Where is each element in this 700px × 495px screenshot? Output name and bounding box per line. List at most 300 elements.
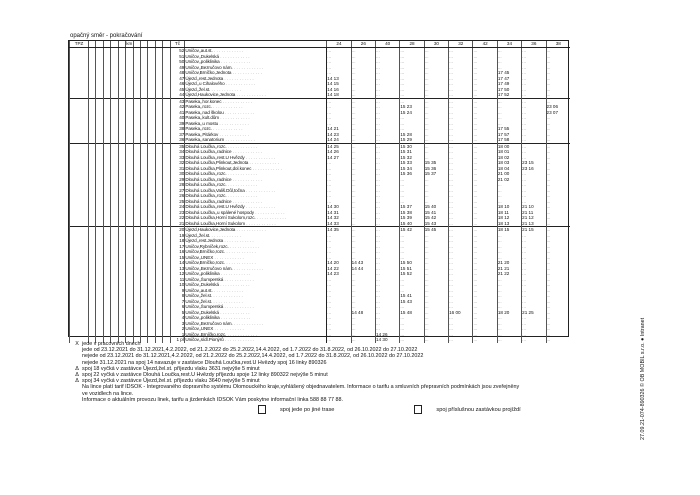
time-cell: ...	[473, 92, 497, 98]
time-cell: ...	[522, 104, 546, 110]
time-cell: ...	[497, 54, 521, 60]
stop-number: 16	[170, 249, 185, 255]
table-row: 44 Újezd,Haukovice,Jednota . . . . . . . . . . . . 14 18 ... ... ... ... ... ... 17 52 ... ...	[70, 92, 571, 98]
footnote-text: Na lince platí tarif IDSOK - Integrovaného dopravního systému Olomouckého kraje,vyhlášený objednavatelem. Informace o tarifu a smluvních přepravních podmínkách jsou zveřejněny	[82, 384, 520, 391]
time-cell: ...	[473, 321, 497, 327]
time-cell: 17 47	[497, 76, 521, 82]
table-row: 39 Paseka,,u mostu . . . . . . . . . . . . ... ... ... ... ... ... ... ... ... ...	[70, 121, 571, 127]
footnote-symbol: Δ	[75, 365, 79, 372]
time-cell: ...	[424, 326, 448, 332]
time-cell: ...	[351, 271, 375, 277]
time-cell: ...	[327, 121, 351, 127]
time-cell: ...	[546, 310, 570, 316]
table-row: 23 Dlouhá Loučka,,u spálené hospody . . . . . . . . . . . . 14 31 ... ... 15 38 15 41 ... ... 18 11 21 11 ...	[70, 210, 571, 216]
time-cell: ...	[497, 182, 521, 188]
time-cell: 21 02	[497, 177, 521, 183]
time-cell: ...	[473, 288, 497, 294]
time-cell: ...	[400, 121, 424, 127]
time-cell: ...	[327, 337, 351, 343]
time-cell: ...	[546, 76, 570, 82]
stop-name: Dlouhá Loučka,,radnice	[185, 149, 232, 154]
time-cell: 15 35	[424, 160, 448, 166]
time-cell: ...	[376, 81, 400, 87]
time-cell: ...	[522, 54, 546, 60]
time-cell: ...	[327, 104, 351, 110]
stop-name: Dlouhá Loučka,,rozc.	[185, 182, 227, 187]
time-cell: 21 11	[522, 210, 546, 216]
stop-number: 37	[170, 132, 185, 138]
footnotes	[72, 341, 572, 403]
stop-number: 19	[170, 233, 185, 239]
time-cell: ...	[327, 233, 351, 239]
time-cell: ...	[449, 293, 473, 299]
time-cell: ...	[376, 121, 400, 127]
table-row: 25 Dlouhá Loučka,,radnice . . . . . . . . . . . . ... ... ... ... ... ... ... ... ... ...	[70, 199, 571, 205]
footnote-symbol	[72, 397, 82, 403]
stop-name: Uničov,,žel.st.	[185, 293, 213, 298]
time-cell: ...	[473, 132, 497, 138]
time-cell: ...	[546, 260, 570, 266]
time-cell: ...	[424, 293, 448, 299]
stop-name: Dlouhá Loučka,,radnice	[185, 198, 232, 204]
timetable	[68, 40, 569, 342]
table-row: 20 Újezd,Haukovice,Jednota . . . . . . . . . . . . 14 35 ... ... 15 42 15 45 ... ... 18 15 21 15 ...	[70, 227, 571, 233]
time-cell: 14 26	[327, 149, 351, 155]
time-cell: ...	[424, 59, 448, 65]
legend	[258, 405, 521, 414]
time-cell: ...	[522, 293, 546, 299]
time-cell: ...	[351, 104, 375, 110]
time-cell: ...	[497, 199, 521, 205]
table-row: 11 Uničov,,Šumperská . . . . . . . . . . . . ... ... ... ... ... ... ... ... ... ...	[70, 277, 571, 283]
time-cell: ...	[497, 48, 521, 54]
time-cell: ...	[546, 137, 570, 143]
table-row: 52 Uničov,,aut.st. . . . . . . . . . . . . ... ... ... ... ... ... ... ... ... ...	[70, 48, 571, 54]
time-cell: ...	[522, 126, 546, 132]
time-cell: 18 03	[497, 160, 521, 166]
table-row: 21 Dlouhá Loučka,Horní Sukolom . . . . . . . . . . . . 14 33 ... ... 15 40 15 43 ... ... 18 13 21 13 ...	[70, 221, 571, 227]
time-cell: 17 49	[497, 81, 521, 87]
time-cell: ...	[497, 255, 521, 261]
time-cell: ...	[351, 76, 375, 82]
stop-number: 7	[170, 299, 185, 305]
stop-name: Újezd,,u Cihalového	[185, 81, 225, 86]
time-cell: 15 36	[400, 171, 424, 177]
time-cell: ...	[327, 249, 351, 255]
time-cell: ...	[449, 132, 473, 138]
time-cell: ...	[497, 293, 521, 299]
time-cell: ...	[351, 321, 375, 327]
time-cell: ...	[351, 48, 375, 54]
time-cell: ...	[351, 54, 375, 60]
time-cell: ...	[449, 315, 473, 321]
time-cell: ...	[522, 76, 546, 82]
time-cell: ...	[351, 98, 375, 104]
time-cell: ...	[376, 277, 400, 283]
time-cell: ...	[351, 244, 375, 250]
time-cell: ...	[449, 143, 473, 149]
time-cell: ...	[473, 249, 497, 255]
time-cell: ...	[449, 171, 473, 177]
time-cell: ...	[546, 304, 570, 310]
table-row: 5 Uničov,,Dukelská . . . . . . . . . . . . ... 14 48 ... 15 48 ... 16 00 ... 18 20 21 25 ...	[70, 310, 571, 316]
time-cell: ...	[327, 315, 351, 321]
table-row: 7 Uničov,,žel.st. . . . . . . . . . . . . ... ... ... 15 43 ... ... ... ... ... ...	[70, 299, 571, 305]
time-cell: ...	[351, 255, 375, 261]
table-row: 40 Paseka,,kult.dům . . . . . . . . . . . . ... ... ... ... ... ... ... ... ... ...	[70, 115, 571, 121]
time-cell: ...	[522, 288, 546, 294]
time-cell: 15 23	[400, 104, 424, 110]
time-cell: ...	[522, 48, 546, 54]
time-cell: ...	[473, 233, 497, 239]
time-cell: ...	[327, 171, 351, 177]
km-header: km	[126, 41, 133, 47]
stop-number: 35	[170, 143, 185, 149]
stop-name: Uničov,,Dukelská	[185, 282, 219, 287]
time-cell: ...	[546, 293, 570, 299]
time-cell: ...	[449, 115, 473, 121]
time-cell: ...	[473, 182, 497, 188]
time-cell: ...	[327, 98, 351, 104]
stop-name: Uničov,,Šumperská	[185, 304, 224, 309]
table-row: 32 Dlouhá Loučka,Plinkout,Jednota . . . . . . . . . . . . ... ... ... 15 33 15 35 ... ... 18 03 23 15 ...	[70, 160, 571, 166]
time-cell: ...	[376, 221, 400, 227]
time-cell: ...	[473, 260, 497, 266]
time-cell: ...	[522, 121, 546, 127]
time-cell: ...	[351, 171, 375, 177]
time-cell: ...	[351, 177, 375, 183]
table-row: 4 Uničov,,poliklinika . . . . . . . . . . . . ... ... ... ... ... ... ... ... ... ...	[70, 315, 571, 321]
time-cell: ...	[497, 288, 521, 294]
time-cell: ...	[522, 92, 546, 98]
time-cell: ...	[400, 199, 424, 205]
stop-number: 10	[170, 282, 185, 288]
time-cell: ...	[546, 132, 570, 138]
time-cell: ...	[376, 266, 400, 272]
time-cell: 15 37	[424, 171, 448, 177]
table-row: 22 Dlouhá Loučka,Horní Sukolom,rozc. . . . . . . . . . . . . 14 32 ... ... 15 39 15 42 ... ... 18 12 21 12 ...	[70, 215, 571, 221]
time-cell: 18 13	[497, 221, 521, 227]
time-cell: 21 10	[522, 204, 546, 210]
time-cell: ...	[424, 98, 448, 104]
time-cell: ...	[449, 288, 473, 294]
time-cell: ...	[473, 104, 497, 110]
time-cell: ...	[497, 110, 521, 116]
time-cell: 15 28	[400, 132, 424, 138]
time-cell: ...	[546, 271, 570, 277]
time-cell: ...	[449, 177, 473, 183]
time-cell: ...	[376, 315, 400, 321]
time-cell: ...	[449, 104, 473, 110]
time-cell: ...	[546, 315, 570, 321]
time-cell: ...	[497, 304, 521, 310]
time-cell: ...	[424, 233, 448, 239]
time-cell: 21 21	[497, 266, 521, 272]
time-cell: ...	[376, 110, 400, 116]
time-cell: ...	[376, 326, 400, 332]
table-row: 50 Uničov,,poliklinika . . . . . . . . . . . . ... ... ... ... ... ... ... ... ... ...	[70, 59, 571, 65]
stop-name: Dlouhá Loučka,,rozc.	[185, 193, 227, 198]
time-cell: ...	[546, 48, 570, 54]
time-cell: ...	[522, 282, 546, 288]
time-cell: 23 06	[546, 104, 570, 110]
time-cell: ...	[424, 266, 448, 272]
time-cell: ...	[351, 110, 375, 116]
time-cell: ...	[327, 199, 351, 205]
time-cell: 14 16	[327, 87, 351, 93]
time-cell: ...	[497, 104, 521, 110]
stop-name: Dlouhá Loučka,,radnice	[185, 176, 232, 182]
time-cell: 16 00	[449, 310, 473, 316]
time-cell: ...	[327, 166, 351, 172]
time-cell: ...	[376, 59, 400, 65]
time-cell: ...	[522, 171, 546, 177]
time-cell: 18 20	[497, 310, 521, 316]
time-cell: ...	[449, 260, 473, 266]
table-row: 34 Dlouhá Loučka,,radnice . . . . . . . . . . . . 14 26 ... ... 15 31 ... ... ... 18 01 ... ...	[70, 149, 571, 155]
time-cell: ...	[376, 54, 400, 60]
stop-number: 21	[170, 221, 185, 227]
time-cell: ...	[546, 65, 570, 71]
time-cell: ...	[400, 249, 424, 255]
time-cell: ...	[546, 182, 570, 188]
table-row: 16 Uničov,Brníčko,rozc. . . . . . . . . . . . . ... ... ... ... ... ... ... ... ... ...	[70, 249, 571, 255]
stop-name: Uničov,Rybníček,rozc.	[185, 243, 229, 249]
time-cell: ...	[449, 149, 473, 155]
time-cell: ...	[424, 299, 448, 305]
time-cell: ...	[449, 54, 473, 60]
time-cell: ...	[424, 92, 448, 98]
time-cell: ...	[400, 326, 424, 332]
stop-name: Paseka,,Pitárkov	[185, 131, 219, 137]
time-cell: ...	[400, 115, 424, 121]
time-cell: ...	[424, 121, 448, 127]
stop-name: Uničov,,Bezručovo nám.	[185, 265, 233, 271]
time-cell: ...	[351, 70, 375, 76]
train-26: 26	[351, 41, 375, 48]
time-cell: ...	[424, 155, 448, 161]
time-cell: ...	[400, 182, 424, 188]
stop-number: 44	[170, 92, 185, 98]
time-cell: ...	[546, 87, 570, 93]
time-cell: ...	[351, 87, 375, 93]
train-24: 24	[327, 41, 351, 48]
time-cell: ...	[376, 204, 400, 210]
table-row: 45 Újezd,,žel.st. . . . . . . . . . . . . 14 16 ... ... ... ... ... ... 17 50 ... ...	[70, 87, 571, 93]
time-cell: ...	[449, 193, 473, 199]
time-cell: 14 20	[327, 260, 351, 266]
time-cell: ...	[424, 65, 448, 71]
stop-number: 20	[170, 227, 185, 233]
stop-number: 47	[170, 76, 185, 82]
time-cell: ...	[327, 59, 351, 65]
time-cell: ...	[546, 210, 570, 216]
train-30: 30	[424, 41, 448, 48]
time-cell: ...	[400, 81, 424, 87]
time-cell: ...	[546, 255, 570, 261]
time-cell: ...	[546, 321, 570, 327]
stop-name: Uničov,,žel.st.	[185, 298, 213, 304]
stop-name: Paseka,,rozc.	[185, 126, 212, 131]
time-cell: 14 33	[327, 221, 351, 227]
time-cell: ...	[546, 81, 570, 87]
time-cell: ...	[424, 110, 448, 116]
time-cell: 21 22	[497, 271, 521, 277]
time-cell: 14 26	[376, 332, 400, 338]
time-cell: ...	[400, 87, 424, 93]
time-cell: ...	[449, 76, 473, 82]
time-cell: ...	[327, 310, 351, 316]
time-cell: ...	[351, 277, 375, 283]
time-cell: ...	[522, 321, 546, 327]
footnote-text: jede v pracovních dnech	[82, 341, 141, 347]
time-cell: ...	[376, 293, 400, 299]
passes-icon	[414, 405, 422, 414]
time-cell: ...	[449, 166, 473, 172]
stop-name: Dlouhá Loučka,,rest.U Hvězdy	[185, 154, 245, 160]
time-cell: ...	[351, 65, 375, 71]
time-cell: ...	[376, 288, 400, 294]
time-cell: ...	[400, 288, 424, 294]
time-cell: ...	[546, 92, 570, 98]
time-cell: 15 31	[400, 149, 424, 155]
train-28: 28	[400, 41, 424, 48]
footnote	[72, 397, 572, 403]
time-cell: ...	[424, 255, 448, 261]
time-cell: 15 40	[424, 204, 448, 210]
time-cell: ...	[400, 321, 424, 327]
time-cell: ...	[497, 321, 521, 327]
time-cell: ...	[376, 160, 400, 166]
time-cell: ...	[351, 337, 375, 343]
table-row: 49 Uničov,,Bezručovo nám. . . . . . . . . . . . . ... ... ... ... ... ... ... ... ... ...	[70, 65, 571, 71]
time-cell: ...	[473, 227, 497, 233]
time-cell: 15 34	[400, 166, 424, 172]
time-cell: ...	[400, 188, 424, 194]
time-cell: ...	[449, 299, 473, 305]
table-row: 36 Paseka,,sanatorium . . . . . . . . . . . . 14 24 ... ... 15 29 ... ... ... 17 58 ... ...	[70, 137, 571, 143]
time-cell: ...	[376, 233, 400, 239]
time-cell: 15 48	[400, 310, 424, 316]
time-cell: 15 50	[400, 260, 424, 266]
time-cell: ...	[424, 238, 448, 244]
time-cell: ...	[546, 233, 570, 239]
time-cell: ...	[376, 177, 400, 183]
stop-number: 46	[170, 81, 185, 87]
time-cell: 14 21	[327, 126, 351, 132]
time-cell: ...	[424, 104, 448, 110]
time-cell: ...	[522, 87, 546, 93]
time-cell: ...	[449, 70, 473, 76]
time-cell: 23 16	[522, 166, 546, 172]
time-cell: ...	[424, 54, 448, 60]
time-cell: ...	[376, 70, 400, 76]
stop-number: 31	[170, 166, 185, 172]
time-cell: ...	[376, 104, 400, 110]
time-cell: ...	[424, 282, 448, 288]
time-cell: ...	[376, 92, 400, 98]
stop-number: 50	[170, 59, 185, 65]
time-cell: ...	[449, 271, 473, 277]
time-cell: ...	[351, 304, 375, 310]
time-cell: ...	[351, 59, 375, 65]
time-cell: ...	[497, 332, 521, 338]
time-cell: ...	[400, 255, 424, 261]
time-cell: ...	[473, 87, 497, 93]
time-cell: ...	[473, 126, 497, 132]
time-cell: ...	[449, 321, 473, 327]
time-cell: ...	[327, 115, 351, 121]
time-cell: ...	[351, 81, 375, 87]
time-cell: ...	[327, 293, 351, 299]
time-cell: 15 40	[400, 221, 424, 227]
time-cell: ...	[424, 70, 448, 76]
stop-name: Paseka,,u mostu	[185, 120, 219, 126]
time-cell: 14 30	[376, 337, 400, 343]
time-cell: ...	[351, 137, 375, 143]
time-cell: ...	[327, 255, 351, 261]
time-cell: ...	[351, 182, 375, 188]
footnote-text: Informace o aktuálním provozu linek, tarifu a jízdenkách IDSOK Vám poskytne informační linka 588 88 77 88.	[82, 396, 343, 403]
time-cell: ...	[327, 65, 351, 71]
time-cell: ...	[351, 204, 375, 210]
time-cell: ...	[449, 221, 473, 227]
time-cell: ...	[473, 121, 497, 127]
time-cell: 14 25	[327, 143, 351, 149]
time-cell: ...	[376, 282, 400, 288]
train-40: 40	[376, 41, 400, 48]
side-imprint: 27.09.21-074-890326 © OB MOBIL s.r.o. ● Intranet	[640, 317, 646, 440]
train-42: 42	[473, 41, 497, 48]
time-cell: ...	[449, 81, 473, 87]
footnote-text: spoj 22 vyčká v zastávce Dlouhá Loučka,rest.U Hvězdy příjezdu spoje 12 linky 890322 nejvýše 5 minut	[82, 372, 328, 379]
time-cell: ...	[327, 160, 351, 166]
stop-number: 45	[170, 87, 185, 93]
time-cell: ...	[424, 310, 448, 316]
time-cell: 18 12	[497, 215, 521, 221]
time-cell: ...	[473, 81, 497, 87]
time-cell: ...	[473, 204, 497, 210]
time-cell: ...	[522, 244, 546, 250]
time-cell: ...	[351, 233, 375, 239]
time-cell: ...	[400, 233, 424, 239]
time-cell: 15 45	[424, 227, 448, 233]
table-row: 17 Uničov,Rybníček,rozc. . . . . . . . . . . . . ... ... ... ... ... ... ... ... ... ...	[70, 244, 571, 250]
time-cell: ...	[424, 249, 448, 255]
time-cell: ...	[473, 149, 497, 155]
time-cell: ...	[376, 126, 400, 132]
time-cell: ...	[473, 65, 497, 71]
table-row: 30 Dlouhá Loučka,,rozc. . . . . . . . . . . . . ... ... ... 15 36 15 37 ... ... 21 00 ... ...	[70, 171, 571, 177]
time-cell: ...	[522, 238, 546, 244]
time-cell: ...	[376, 249, 400, 255]
table-row: 47 Újezd,,rest.Jednota . . . . . . . . . . . . 14 13 ... ... ... ... ... ... 17 47 ... ...	[70, 76, 571, 82]
time-cell: ...	[351, 143, 375, 149]
stop-number: 22	[170, 215, 185, 221]
stop-name: Uničov,,Šumperská	[185, 276, 224, 282]
time-cell: ...	[522, 332, 546, 338]
time-cell: ...	[376, 48, 400, 54]
stop-number: 43	[170, 98, 185, 104]
time-cell: 14 13	[327, 76, 351, 82]
table-row: 46 Újezd,,u Cihalového . . . . . . . . . . . . 14 15 ... ... ... ... ... ... 17 49 ... ...	[70, 81, 571, 87]
time-cell: 15 52	[400, 271, 424, 277]
table-row: 43 Paseka,,hor.konec . . . . . . . . . . . . ... ... ... ... ... ... ... ... ... ...	[70, 98, 571, 104]
time-cell: ...	[546, 249, 570, 255]
stop-name: Uničov,,Dukelská	[185, 309, 219, 315]
table-row: 24 Dlouhá Loučka,,rest.U Hvězdy . . . . . . . . . . . . 14 30 ... ... 15 37 15 40 ... ... 18 10 21 10 ...	[70, 204, 571, 210]
stop-number: 24	[170, 204, 185, 210]
